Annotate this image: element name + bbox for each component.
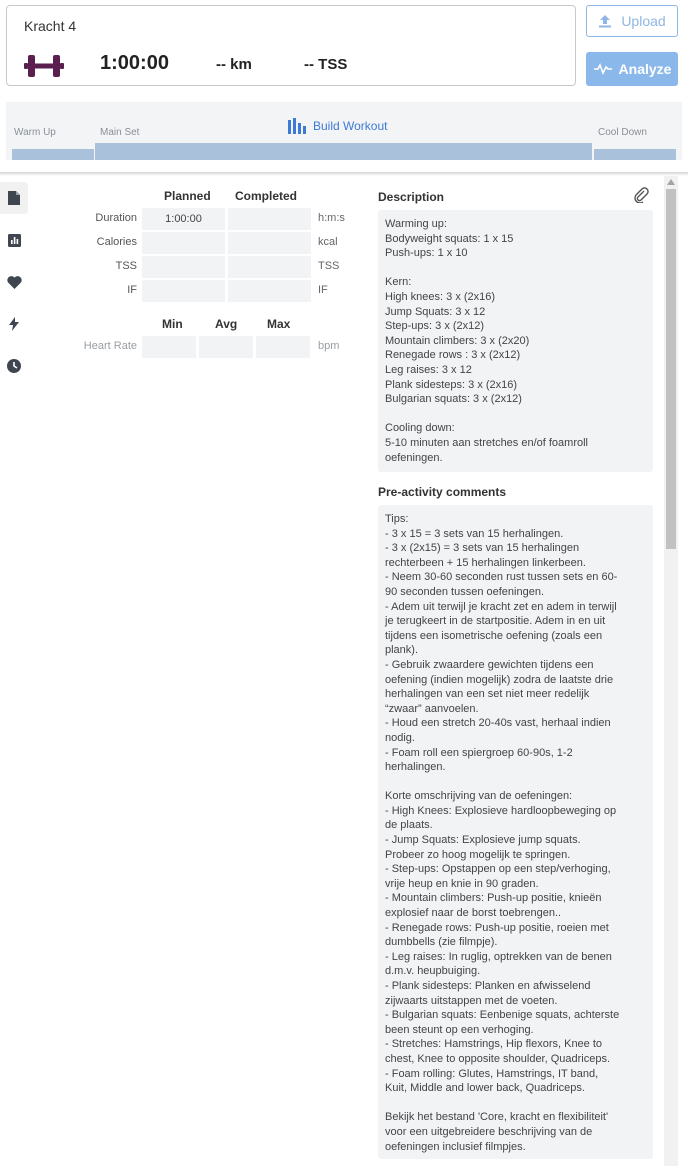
description-panel bbox=[378, 186, 653, 1159]
calories-unit: kcal bbox=[318, 236, 338, 248]
planned-distance: -- km bbox=[216, 56, 252, 73]
rail-item-time[interactable] bbox=[0, 350, 28, 382]
completed-header: Completed bbox=[235, 189, 298, 203]
analyze-label: Analyze bbox=[618, 61, 672, 77]
build-workout-link[interactable] bbox=[288, 118, 387, 134]
workout-summary-card bbox=[6, 5, 576, 86]
planned-tss: -- TSS bbox=[304, 56, 348, 73]
rail-item-power[interactable] bbox=[0, 308, 28, 340]
upload-icon bbox=[598, 14, 612, 28]
warm-up-label: Warm Up bbox=[14, 127, 56, 138]
if-planned-input[interactable] bbox=[142, 280, 225, 302]
pre-activity-title: Pre-activity comments bbox=[378, 485, 507, 499]
description-title: Description bbox=[378, 190, 445, 204]
hr-avg-header: Avg bbox=[215, 317, 238, 331]
clock-icon bbox=[7, 359, 21, 373]
calories-completed-input[interactable] bbox=[228, 232, 311, 254]
hr-avg-input[interactable] bbox=[199, 336, 253, 358]
lightning-icon bbox=[9, 317, 19, 331]
build-workout-label: Build Workout bbox=[313, 119, 388, 133]
hr-min-input[interactable] bbox=[142, 336, 196, 358]
analyze-button[interactable] bbox=[586, 52, 678, 86]
paperclip-icon[interactable] bbox=[633, 186, 649, 203]
calories-label: Calories bbox=[96, 236, 137, 248]
main-set-bar[interactable] bbox=[95, 143, 592, 160]
rail-item-summary[interactable] bbox=[0, 182, 28, 214]
pre-activity-text[interactable]: Tips: - 3 x 15 = 3 sets van 15 herhalingen. - 3 x (2x15) = 3 sets van 15 herhalingen rechterbeen + 15 herhalingen linkerbeen. - Neem 30-60 seconden rust tussen sets en 60- 90 seconden tussen oefeningen. - Adem uit terwijl je kracht zet en adem in terwijl je terugkeert in de startpositie. Adem in en uit tijdens een isometrische oefening (zoals een plank). - Gebruik zwaardere gewichten tijdens een oefening (indien mogelijk) zodra de laatste drie herhalingen van een set niet meer redelijk “zwaar” aanvoelen. - Houd een stretch 20-40s vast, herhaal indien nodig. - Foam roll een spiergroep 60-90s, 1-2 herhalingen. Korte omschrijving van de oefeningen: - High Knees: Explosieve hardloopbeweging op de plaats. - Jump Squats: Explosieve jump squats. Probeer zo hoog mogelijk te springen. - Step-ups: Opstappen op een step/verhoging, vrije heup en knie in 90 graden. - Mountain climbers: Push-up positie, knieën explosief naar de borst toebrengen.. - Renegade rows: Push-up positie, roeien met dumbbells (zie filmpje). - Leg raises: In ruglig, optrekken van de benen d.m.v. heupbuiging. - Plank sidesteps: Planken en afwisselend zijwaarts uitstappen met de voeten. - Bulgarian squats: Eenbenige squats, achterste been steunt op een verhoging. - Stretches: Hamstrings, Hip flexors, Knee to chest, Knee to opposite shoulder, Quadriceps. - Foam rolling: Glutes, Hamstrings, IT band, Kuit, Middle and lower back, Quadriceps. Bekijk het bestand 'Core, kracht en flexibiliteit' voor een uitgebreidere beschrijving van de oefeningen inclusief filmpjes. bbox=[378, 505, 653, 1159]
file-icon bbox=[8, 191, 20, 205]
duration-planned-input[interactable]: 1:00:00 bbox=[142, 208, 225, 230]
if-completed-input[interactable] bbox=[228, 280, 311, 302]
workout-structure-strip[interactable] bbox=[6, 102, 682, 160]
planned-duration: 1:00:00 bbox=[100, 52, 169, 74]
if-unit: IF bbox=[318, 284, 328, 296]
upload-button[interactable] bbox=[586, 5, 678, 37]
workout-title[interactable]: Kracht 4 bbox=[24, 18, 77, 34]
calories-planned-input[interactable] bbox=[142, 232, 225, 254]
cool-down-bar[interactable] bbox=[594, 149, 676, 160]
hr-max-header: Max bbox=[267, 317, 291, 331]
upload-label: Upload bbox=[621, 13, 666, 29]
scroll-thumb[interactable] bbox=[666, 189, 676, 549]
bar-chart-icon bbox=[288, 118, 307, 134]
duration-completed-input[interactable] bbox=[228, 208, 311, 230]
tss-unit: TSS bbox=[318, 260, 340, 272]
heart-rate-label: Heart Rate bbox=[83, 340, 137, 352]
cool-down-label: Cool Down bbox=[598, 127, 647, 138]
pulse-icon bbox=[593, 62, 613, 76]
tss-planned-input[interactable] bbox=[142, 256, 225, 278]
duration-unit: h:m:s bbox=[318, 212, 345, 224]
warm-up-bar[interactable] bbox=[12, 149, 94, 160]
hr-max-input[interactable] bbox=[256, 336, 310, 358]
dumbbell-icon bbox=[24, 52, 64, 80]
if-label: IF bbox=[127, 284, 137, 296]
tss-completed-input[interactable] bbox=[228, 256, 311, 278]
duration-label: Duration bbox=[95, 212, 137, 224]
scroll-up-icon[interactable] bbox=[667, 179, 675, 185]
hr-unit: bpm bbox=[318, 340, 340, 352]
tss-label: TSS bbox=[115, 260, 137, 272]
hr-min-header: Min bbox=[162, 317, 183, 331]
scrollbar[interactable] bbox=[664, 176, 678, 1166]
section-divider bbox=[0, 172, 688, 176]
description-text[interactable]: Warming up: Bodyweight squats: 1 x 15 Push-ups: 1 x 10 Kern: High knees: 3 x (2x16) Jump Squats: 3 x 12 Step-ups: 3 x (2x12) Mountain climbers: 3 x (2x20) Renegade rows : 3 x (2x12) Leg raises: 3 x 12 Plank sidesteps: 3 x (2x16) Bulgarian squats: 3 x (2x12) Cooling down: 5-10 minuten aan stretches en/of foamroll oefeningen. bbox=[378, 210, 653, 472]
planned-header: Planned bbox=[164, 189, 211, 203]
main-set-label: Main Set bbox=[100, 127, 140, 138]
